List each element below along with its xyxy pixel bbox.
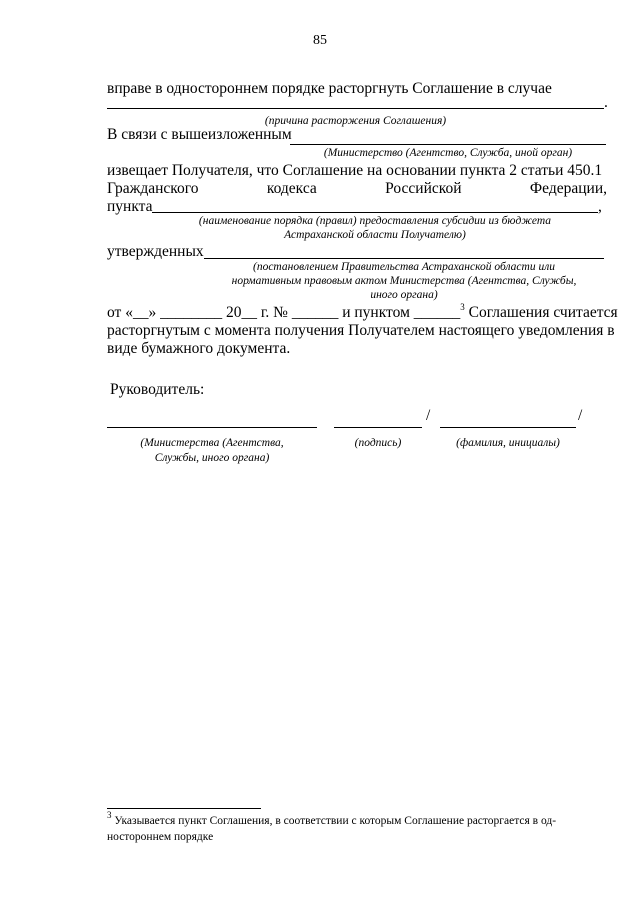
signature-line-signature xyxy=(334,427,422,428)
slash-2: / xyxy=(578,407,583,424)
word: Гражданского xyxy=(107,180,199,197)
blank-line-procedure xyxy=(152,212,598,213)
signature-line-ministry xyxy=(107,427,317,428)
from-date-text: от «__» ________ 20__ г. № ______ и пунктом ______ xyxy=(107,304,461,321)
footnote-line-1 xyxy=(107,810,557,829)
footnote-line-2: ностороннем порядке xyxy=(107,831,214,843)
caption-signature-ministry-2: Службы, иного органа) xyxy=(154,452,270,464)
caption-signature-ministry-1: (Министерства (Агентства, xyxy=(140,437,284,449)
period: . xyxy=(604,94,608,111)
caption-approved-line-1: (постановлением Правительства Астраханской области или xyxy=(253,261,555,273)
footnote-marker: 3 xyxy=(107,810,112,821)
footnote-text: Указывается пункт Соглашения, в соответствии с которым Соглашение расторгается в од- xyxy=(111,815,557,827)
paragraph-line-terminated: расторгнутым с момента получения Получателем настоящего уведомления в xyxy=(107,322,615,339)
footnote-ref: 3 xyxy=(460,301,465,312)
caption-procedure-line-2: Астраханской области Получателю) xyxy=(284,229,466,241)
paragraph-line-paper: виде бумажного документа. xyxy=(107,340,291,357)
word: Российской xyxy=(385,180,462,197)
blank-line-ministry xyxy=(290,144,606,145)
caption-ministry: (Министерство (Агентство, Служба, иной орган) xyxy=(323,147,573,159)
blank-line-reason xyxy=(107,108,604,109)
head-label: Руководитель: xyxy=(110,381,205,398)
footnote-separator xyxy=(107,808,261,809)
page-number: 85 xyxy=(313,33,327,48)
word: кодекса xyxy=(266,180,317,197)
paragraph-line-connection: В связи с вышеизложенным xyxy=(107,126,292,143)
caption-reason: (причина расторжения Соглашения) xyxy=(264,115,447,127)
paragraph-line-right-to-terminate: вправе в одностороннем порядке расторгнуть Соглашение в случае xyxy=(107,80,552,97)
caption-signature: (подпись) xyxy=(354,437,402,449)
paragraph-line-point: пункта xyxy=(107,198,153,215)
from-date-text-end: Соглашения считается xyxy=(464,304,618,321)
caption-approved-line-3: иного органа) xyxy=(370,289,438,301)
paragraph-line-approved: утвержденных xyxy=(107,243,204,260)
paragraph-line-civil-code xyxy=(107,180,607,198)
paragraph-line-from-date xyxy=(107,301,618,322)
signature-line-name xyxy=(440,427,576,428)
comma: , xyxy=(598,198,602,215)
blank-line-approved xyxy=(204,258,604,259)
caption-approved-line-2: нормативным правовым актом Министерства (Агентства, Службы, xyxy=(231,275,577,287)
caption-name-initials: (фамилия, инициалы) xyxy=(456,437,560,449)
word: Федерации, xyxy=(529,180,607,197)
paragraph-line-notify: извещает Получателя, что Соглашение на основании пункта 2 статьи 450.1 xyxy=(107,162,603,179)
caption-procedure-line-1: (наименование порядка (правил) предоставления субсидии из бюджета xyxy=(198,215,552,227)
slash-1: / xyxy=(426,407,431,424)
